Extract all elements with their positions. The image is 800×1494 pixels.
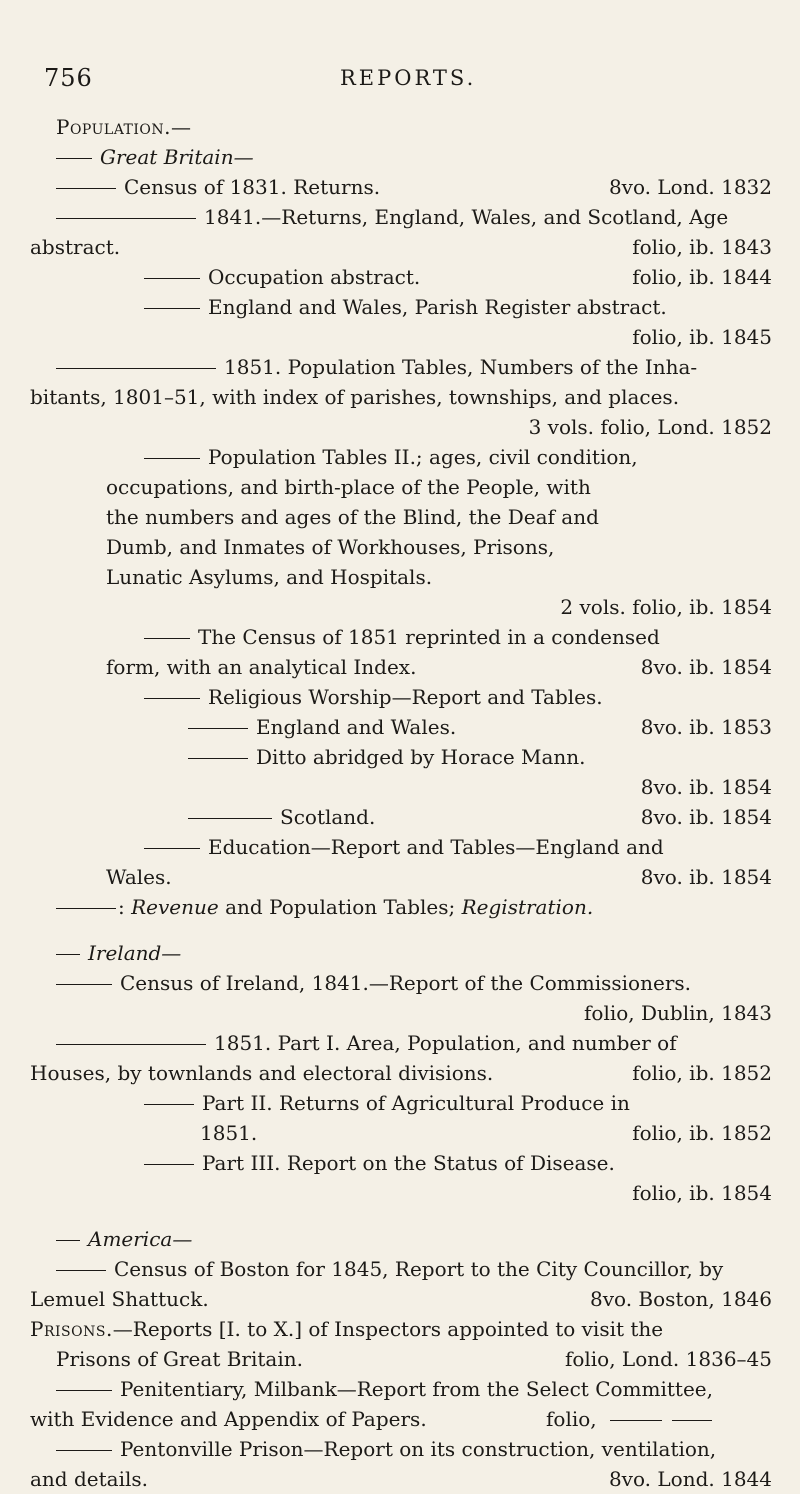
entry-reprinted bbox=[0, 622, 800, 652]
entry-publication: folio, ib. 1845 bbox=[632, 325, 772, 349]
entry-prisons-cont bbox=[0, 1344, 800, 1374]
entry-text: and details. bbox=[30, 1467, 148, 1491]
entry-tables-ii-cont bbox=[0, 562, 800, 592]
ditto-dash bbox=[188, 818, 272, 819]
entry-text: Prisons of Great Britain. bbox=[56, 1347, 303, 1371]
entry-ireland-part-ii-cont bbox=[0, 1118, 800, 1148]
entry-text: abstract. bbox=[30, 235, 121, 259]
entry-publication: 8vo. ib. 1854 bbox=[640, 655, 772, 679]
entry-tables-ii-pub bbox=[0, 592, 800, 622]
ditto-dash bbox=[672, 1420, 712, 1421]
prisons-heading: Prisons. bbox=[30, 1317, 113, 1341]
entry-text: Census of 1831. Returns. bbox=[124, 175, 381, 199]
entry-text: Scotland. bbox=[280, 805, 376, 829]
entry-text: —Reports [I. to X.] of Inspectors appointed to visit the bbox=[112, 1317, 664, 1341]
entry-text: England and Wales. bbox=[256, 715, 457, 739]
entry-census-1831 bbox=[0, 172, 800, 202]
entry-tables-ii bbox=[0, 442, 800, 472]
ditto-dash bbox=[144, 458, 200, 459]
entry-education-cont bbox=[0, 862, 800, 892]
entry-text: with Evidence and Appendix of Papers. bbox=[30, 1407, 427, 1431]
entry-text: Census of Boston for 1845, Report to the City Councillor, by bbox=[114, 1257, 724, 1281]
ditto-dash bbox=[144, 1164, 194, 1165]
entry-text: Religious Worship—Report and Tables. bbox=[208, 685, 603, 709]
ditto-dash bbox=[144, 638, 190, 639]
entry-publication: 8vo. Boston, 1846 bbox=[589, 1287, 772, 1311]
entry-tables-ii-cont bbox=[0, 502, 800, 532]
entry-ireland-part-iii-pub bbox=[0, 1178, 800, 1208]
entry-publication: 3 vols. folio, Lond. 1852 bbox=[528, 415, 772, 439]
entry-text: bitants, 1801–51, with index of parishes, townships, and places. bbox=[30, 385, 680, 409]
entry-census-1851 bbox=[0, 352, 800, 382]
entry-text: England and Wales, Parish Register abstract. bbox=[208, 295, 667, 319]
entry-publication: 8vo. Lond. 1844 bbox=[608, 1467, 772, 1491]
entry-text: Houses, by townlands and electoral divisions. bbox=[30, 1061, 494, 1085]
entry-text: 1851. Part I. Area, Population, and number of bbox=[214, 1031, 677, 1055]
ireland-heading: Ireland— bbox=[88, 941, 182, 965]
ditto-dash bbox=[56, 1240, 80, 1241]
ditto-dash bbox=[56, 1044, 206, 1045]
entry-text: occupations, and birth-place of the People, with bbox=[106, 475, 591, 499]
ditto-dash bbox=[188, 728, 248, 729]
entry-text: Education—Report and Tables—England and bbox=[208, 835, 664, 859]
entry-text: Lunatic Asylums, and Hospitals. bbox=[106, 565, 433, 589]
entry-see-also bbox=[0, 892, 800, 922]
entry-publication: 8vo. ib. 1854 bbox=[640, 805, 772, 829]
entry-publication: folio, bbox=[546, 1407, 597, 1431]
entry-ireland-part-i-cont bbox=[0, 1058, 800, 1088]
entry-boston bbox=[0, 1254, 800, 1284]
ditto-dash bbox=[144, 278, 200, 279]
america-heading: America— bbox=[88, 1227, 193, 1251]
entry-text: Wales. bbox=[106, 865, 172, 889]
entry-millbank bbox=[0, 1374, 800, 1404]
entry-reprinted-cont bbox=[0, 652, 800, 682]
ditto-dash bbox=[56, 954, 80, 955]
entry-census-1851-pub bbox=[0, 412, 800, 442]
entry-publication: folio, ib. 1852 bbox=[632, 1061, 772, 1085]
ditto-dash bbox=[144, 308, 200, 309]
entry-text: Part II. Returns of Agricultural Produce in bbox=[202, 1091, 630, 1115]
entry-text: Census of Ireland, 1841.—Report of the Commissioners. bbox=[120, 971, 691, 995]
ditto-dash bbox=[56, 984, 112, 985]
entry-text: 1841.—Returns, England, Wales, and Scotland, Age bbox=[204, 205, 729, 229]
subheading-ireland bbox=[0, 938, 800, 968]
entry-publication: 8vo. ib. 1854 bbox=[640, 775, 772, 799]
entry-religious-worship bbox=[0, 682, 800, 712]
entry-pentonville bbox=[0, 1434, 800, 1464]
ditto-dash bbox=[144, 848, 200, 849]
entry-publication: 8vo. ib. 1853 bbox=[640, 715, 772, 739]
entry-census-1841-cont bbox=[0, 232, 800, 262]
entry-tables-ii-cont bbox=[0, 532, 800, 562]
entry-boston-cont bbox=[0, 1284, 800, 1314]
entry-text: Ditto abridged by Horace Mann. bbox=[256, 745, 586, 769]
entry-abridged bbox=[0, 742, 800, 772]
entry-education bbox=[0, 832, 800, 862]
entry-scotland bbox=[0, 802, 800, 832]
page-header bbox=[0, 64, 800, 104]
entry-publication: 2 vols. folio, ib. 1854 bbox=[560, 595, 772, 619]
entry-text: form, with an analytical Index. bbox=[106, 655, 417, 679]
entry-text: the numbers and ages of the Blind, the Deaf and bbox=[106, 505, 599, 529]
entry-publication: folio, Dublin, 1843 bbox=[584, 1001, 772, 1025]
ditto-dash bbox=[56, 1270, 106, 1271]
ditto-dash bbox=[188, 758, 248, 759]
see-also-registration: Registration. bbox=[461, 895, 594, 919]
see-also-revenue: Revenue bbox=[131, 895, 219, 919]
entry-census-1841 bbox=[0, 202, 800, 232]
entry-ireland-part-iii bbox=[0, 1148, 800, 1178]
running-title: REPORTS. bbox=[340, 66, 477, 90]
entry-text: Occupation abstract. bbox=[208, 265, 421, 289]
entry-publication: folio, ib. 1843 bbox=[632, 235, 772, 259]
see-also-colon: : bbox=[118, 895, 132, 919]
entry-publication: folio, ib. 1852 bbox=[632, 1121, 772, 1145]
entry-ireland-part-i bbox=[0, 1028, 800, 1058]
population-heading: Population.— bbox=[56, 115, 192, 139]
entry-parish-register bbox=[0, 292, 800, 322]
entry-publication: 8vo. Lond. 1832 bbox=[608, 175, 772, 199]
entry-publication: folio, Lond. 1836–45 bbox=[564, 1347, 772, 1371]
subheading-great-britain bbox=[0, 142, 800, 172]
ditto-dash bbox=[56, 188, 116, 189]
entry-text: Pentonville Prison—Report on its construction, ventilation, bbox=[120, 1437, 717, 1461]
page-number: 756 bbox=[44, 64, 93, 92]
entry-occupation bbox=[0, 262, 800, 292]
entry-ireland-1841-pub bbox=[0, 998, 800, 1028]
ditto-dash bbox=[56, 368, 216, 369]
entry-text: 1851. Population Tables, Numbers of the Inha- bbox=[224, 355, 698, 379]
entry-prisons bbox=[0, 1314, 800, 1344]
ditto-dash bbox=[56, 218, 196, 219]
ditto-dash bbox=[56, 908, 116, 909]
entry-publication: folio, ib. 1854 bbox=[632, 1181, 772, 1205]
ditto-dash bbox=[144, 1104, 194, 1105]
entry-england-wales bbox=[0, 712, 800, 742]
entry-census-1851-cont bbox=[0, 382, 800, 412]
ditto-dash bbox=[56, 1390, 112, 1391]
entry-text: The Census of 1851 reprinted in a condensed bbox=[198, 625, 660, 649]
entry-tables-ii-cont bbox=[0, 472, 800, 502]
ditto-dash bbox=[56, 158, 92, 159]
entry-text: Part III. Report on the Status of Disease. bbox=[202, 1151, 615, 1175]
entry-parish-register-pub bbox=[0, 322, 800, 352]
ditto-dash bbox=[610, 1420, 662, 1421]
entry-abridged-pub bbox=[0, 772, 800, 802]
entry-publication: 8vo. ib. 1854 bbox=[640, 865, 772, 889]
section-heading-population bbox=[0, 112, 800, 142]
entry-text: Dumb, and Inmates of Workhouses, Prisons, bbox=[106, 535, 555, 559]
entry-ireland-part-ii bbox=[0, 1088, 800, 1118]
entry-publication: folio, ib. 1844 bbox=[632, 265, 772, 289]
entry-text: Lemuel Shattuck. bbox=[30, 1287, 209, 1311]
entry-text: 1851. bbox=[200, 1121, 258, 1145]
entry-ireland-1841 bbox=[0, 968, 800, 998]
entry-pentonville-cont bbox=[0, 1464, 800, 1494]
entry-text: Population Tables II.; ages, civil condition, bbox=[208, 445, 638, 469]
entry-text: Penitentiary, Milbank—Report from the Select Committee, bbox=[120, 1377, 713, 1401]
ditto-dash bbox=[144, 698, 200, 699]
great-britain-heading: Great Britain— bbox=[100, 145, 254, 169]
see-also-text: and Population Tables; bbox=[225, 895, 456, 919]
ditto-dash bbox=[56, 1450, 112, 1451]
index-content bbox=[0, 112, 800, 1494]
subheading-america bbox=[0, 1224, 800, 1254]
entry-millbank-cont bbox=[0, 1404, 800, 1434]
